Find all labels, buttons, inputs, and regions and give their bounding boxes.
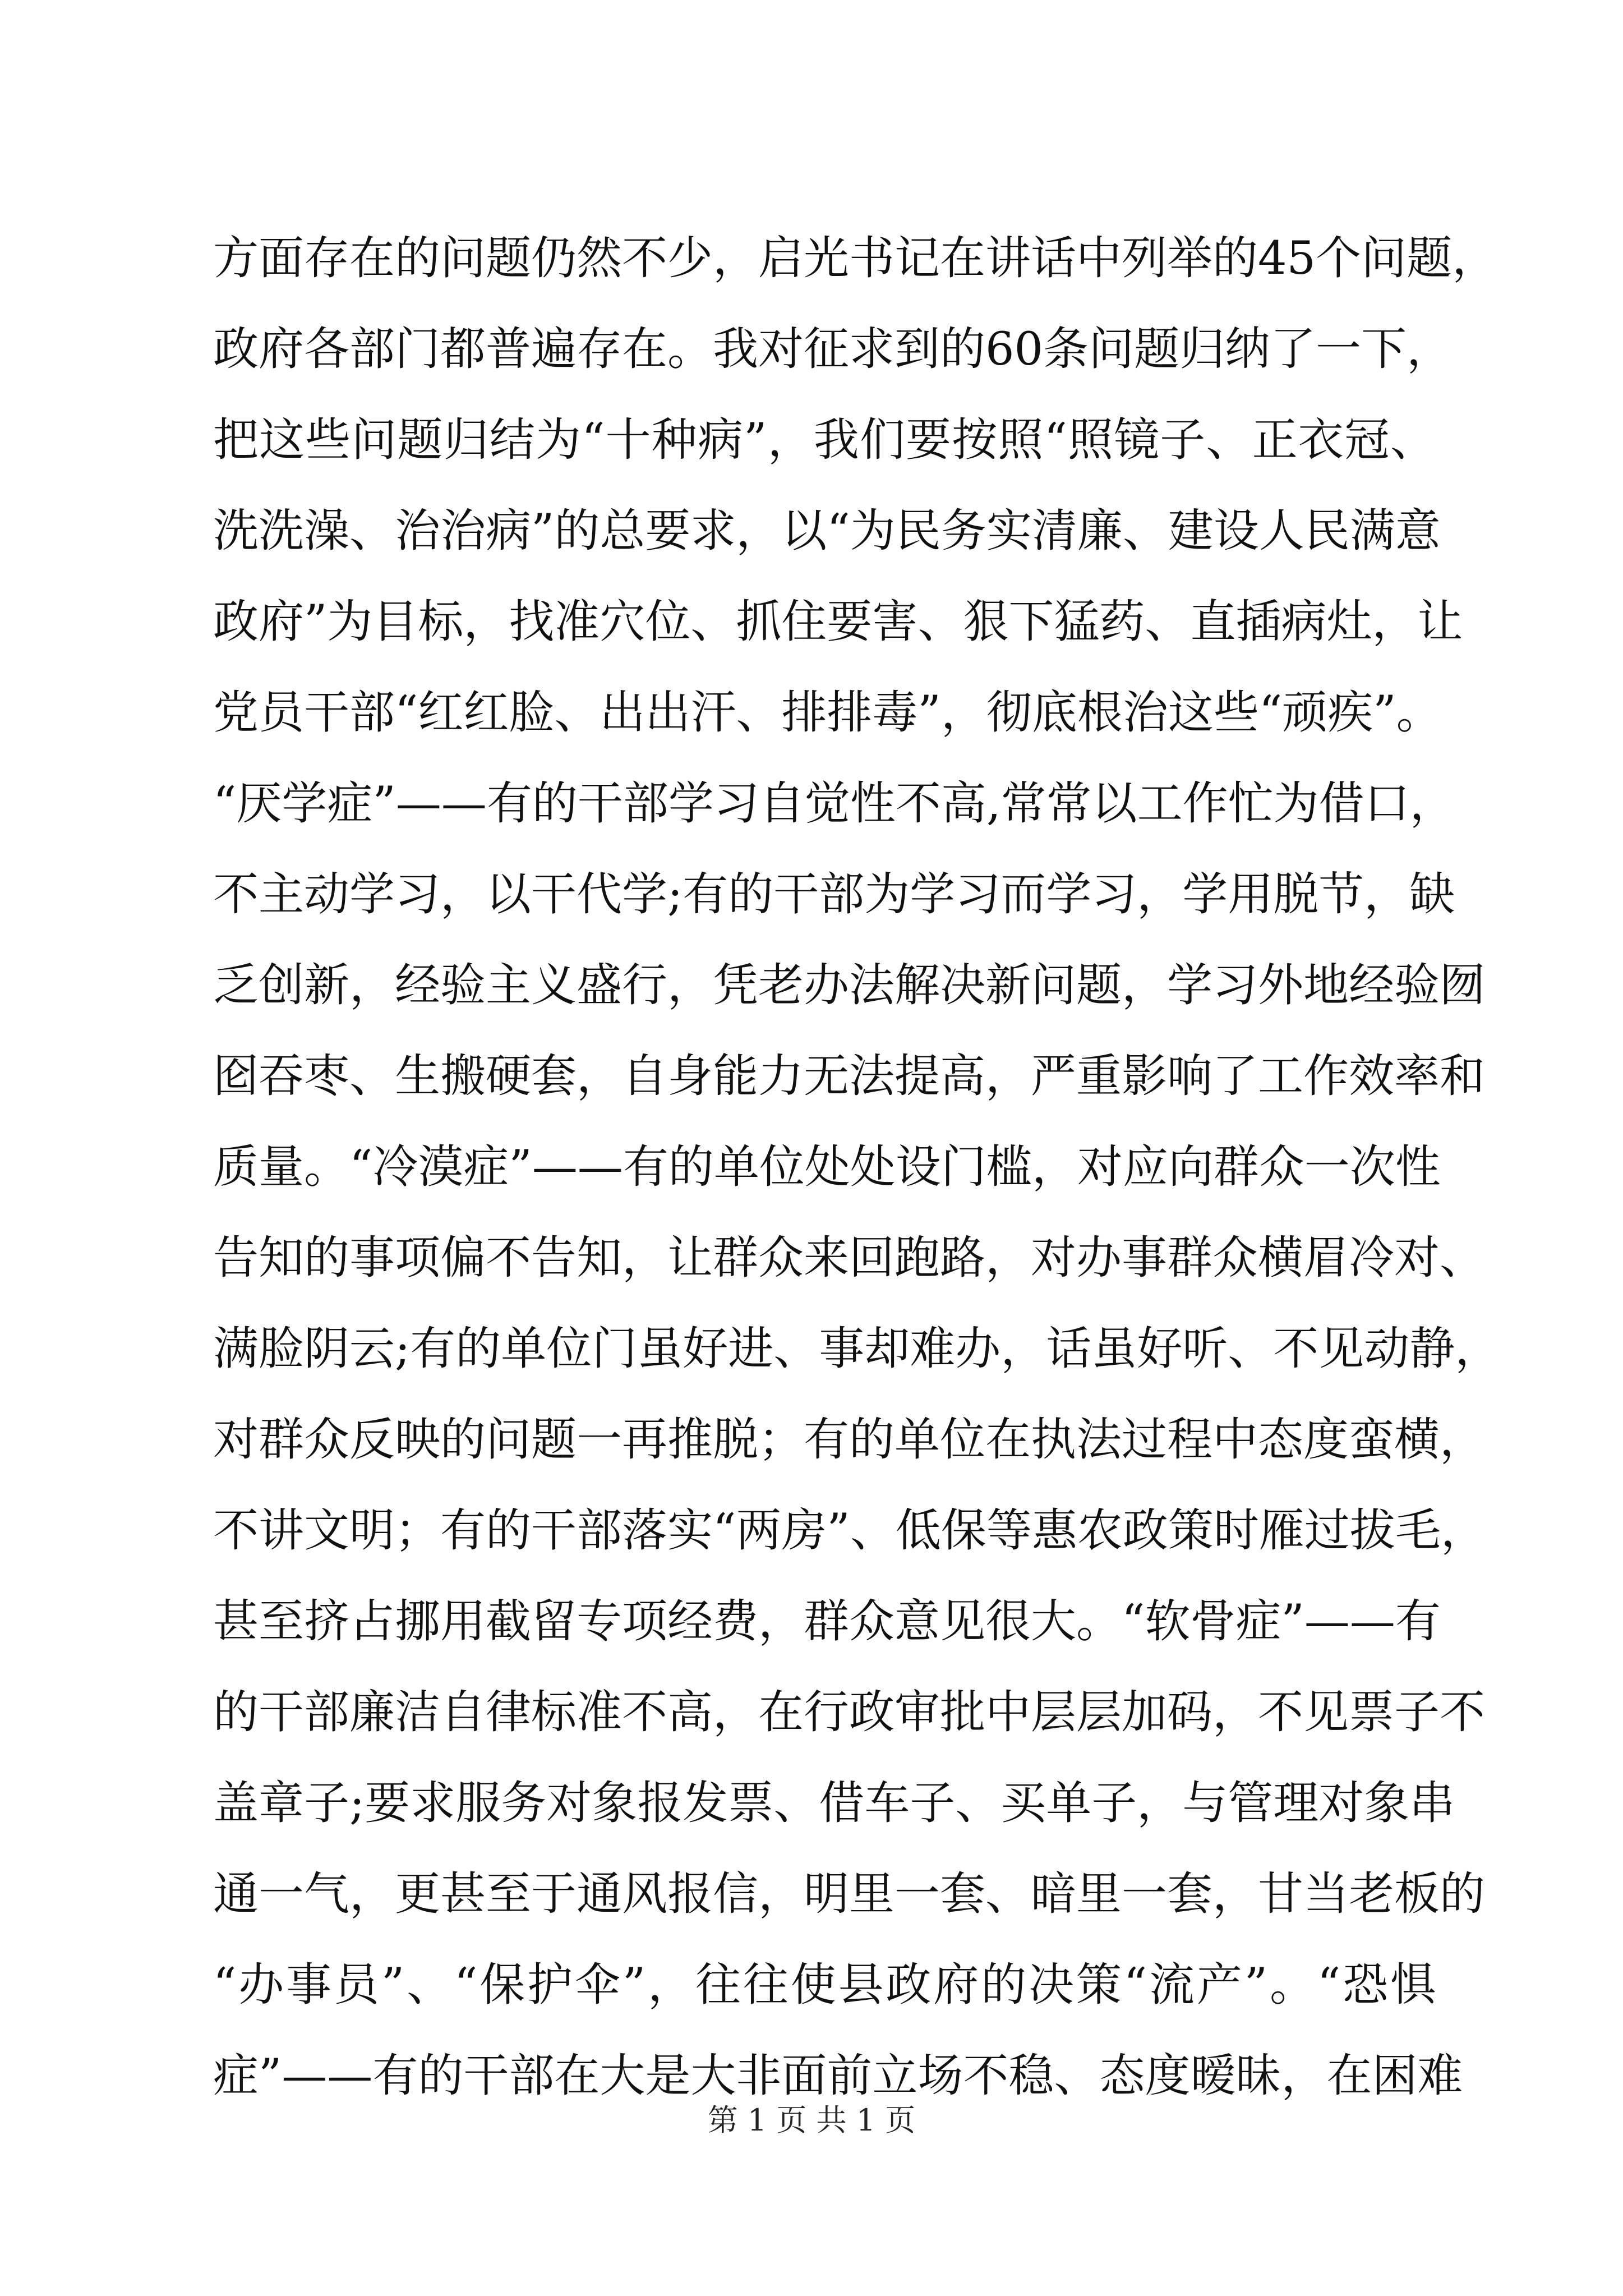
text-line-5: 政府”为目标，找准穴位、抓住要害、狠下猛药、直插病灶，让 [213,596,1463,648]
text-line-10: 囵吞枣、生搬硬套，自身能力无法提高，严重影响了工作效率和 [213,1050,1486,1103]
text-line-4: 洗洗澡、治治病”的总要求，以“为民务实清廉、建设人民满意 [213,505,1441,558]
text-line-11: 质量。“冷漠症”——有的单位处处设门槛，对应向群众一次性 [213,1141,1441,1194]
text-line-6: 党员干部“红红脸、出出汗、排排毒”，彻底根治这些“顽疾”。 [213,687,1442,739]
text-line-15: 不讲文明；有的干部落实“两房”、低保等惠农政策时雁过拔毛， [213,1504,1486,1557]
text-line-18: 盖章子;要求服务对象报发票、借车子、买单子，与管理对象串 [213,1777,1455,1830]
text-line-2: 政府各部门都普遍存在。我对征求到的60条问题归纳了一下， [213,323,1453,376]
text-line-19: 通一气，更甚至于通风报信，明里一套、暗里一套，甘当老板的 [213,1868,1486,1921]
page-footer [0,2098,1623,2143]
text-line-17: 的干部廉洁自律标准不高，在行政审批中层层加码，不见票子不 [213,1686,1486,1739]
page-number-label: 第 1 页 共 1 页 [707,2102,916,2138]
text-line-13: 满脸阴云;有的单位门虽好进、事却难办，话虽好听、不见动静， [213,1323,1501,1375]
text-line-3: 把这些问题归结为“十种病”，我们要按照“照镜子、正衣冠、 [213,414,1436,467]
text-line-21: 症”——有的干部在大是大非面前立场不稳、态度暧昧，在困难 [213,2050,1463,2102]
text-line-9: 乏创新，经验主义盛行，凭老办法解决新问题，学习外地经验囫 [213,959,1486,1012]
text-line-20: “办事员”、“保护伞”，往往使县政府的决策“流产”。“恐惧 [213,1959,1436,2012]
text-line-8: 不主动学习，以干代学;有的干部为学习而学习，学用脱节，缺 [213,868,1455,921]
body-text [213,213,1501,2122]
text-line-14: 对群众反映的问题一再推脱；有的单位在执法过程中态度蛮横， [213,1414,1486,1466]
text-line-1: 方面存在的问题仍然不少，启光书记在讲话中列举的45个问题， [213,232,1498,285]
text-line-7: “厌学症”——有的干部学习自觉性不高,常常以工作忙为借口， [213,777,1455,830]
text-line-12: 告知的事项偏不告知，让群众来回跑路，对办事群众横眉冷对、 [213,1232,1486,1285]
text-line-16: 甚至挤占挪用截留专项经费，群众意见很大。“软骨症”——有 [213,1595,1441,1648]
